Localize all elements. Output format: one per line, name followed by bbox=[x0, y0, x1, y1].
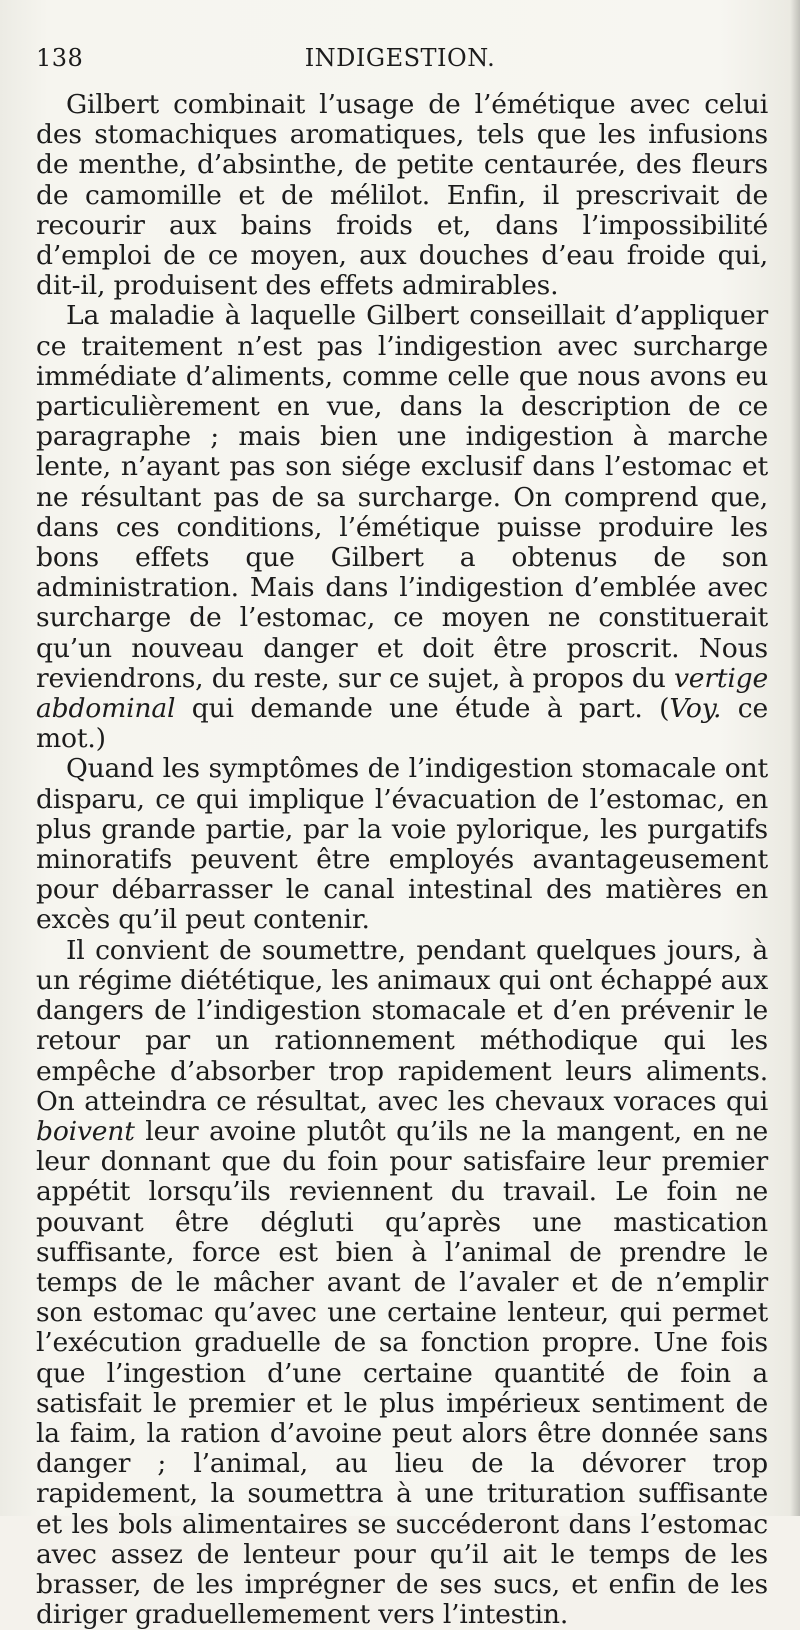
paragraph-4 bbox=[36, 936, 768, 1630]
page-header bbox=[36, 44, 764, 78]
paragraph-3-text: Quand les symptômes de l’indigestion stomacale ont disparu, ce qui implique l’évacuation de l’estomac, en plus grande partie, par la voie pylorique, les purgatifs minoratifs peuvent être employés avantageusement pour débarrasser le canal intestinal des matières en excès qu’il peut contenir. bbox=[36, 753, 768, 936]
paragraph-2-italic-term: vertige abdominal bbox=[36, 662, 768, 725]
paragraph-3 bbox=[36, 754, 768, 935]
paragraph-4-text-b: leur avoine plutôt qu’ils ne la mangent, en ne leur donnant que du foin pour satisfaire leur premier appétit lorsqu’ils reviennent du travail. Le foin ne pouvant être dégluti qu’après une mastication suffisante, force est bien à l’animal de prendre le temps de le mâcher avant de l’avaler et de n’emplir son estomac qu’avec une certaine lenteur, qui permet l’exécution graduelle de sa fonction propre. Une fois que l’ingestion d’une certaine quantité de foin a satisfait le premier et le plus impérieux sentiment de la faim, la ration d’avoine peut alors être donnée sans danger ; l’animal, au lieu de la dévorer trop rapidement, la soumettra à une trituration suffisante et les bols alimentaires se succéderont dans l’estomac avec assez de lenteur pour qu’il ait le temps de les brasser, de les imprégner de ses sucs, et enfin de les diriger graduellemement vers l’intestin. bbox=[36, 1115, 768, 1630]
paragraph-2-text-c: ce mot.) bbox=[36, 693, 768, 755]
body-text bbox=[36, 90, 768, 1630]
page-number: 138 bbox=[36, 44, 84, 72]
paragraph-4-text-a: Il convient de soumettre, pendant quelques jours, à un régime diététique, les animaux qui ont échappé aux dangers de l’indigestion stomacale et d’en prévenir le retour par un rationnement méthodique qui les empêche d’absorber trop rapidement leurs aliments. On atteindra ce résultat, avec les chevaux voraces qui bbox=[36, 934, 768, 1117]
running-title: INDIGESTION. bbox=[304, 44, 496, 72]
paragraph-4-italic-term: boivent bbox=[36, 1115, 135, 1147]
paragraph-2-italic-voy: Voy. bbox=[669, 693, 722, 725]
page-edge-shadow bbox=[790, 0, 800, 1516]
paragraph-2-text-b: qui demande une étude à part. ( bbox=[175, 693, 670, 725]
paragraph-1 bbox=[36, 90, 768, 301]
paragraph-1-text: Gilbert combinait l’usage de l’émétique avec celui des stomachiques aromatiques, tels que les infusions de menthe, d’absinthe, de petite centaurée, des fleurs de camomille et de mélilot. Enfin, il prescrivait de recourir aux bains froids et, dans l’impossibilité d’emploi de ce moyen, aux douches d’eau froide qui, dit-il, produisent des effets admirables. bbox=[36, 89, 768, 302]
paragraph-2 bbox=[36, 301, 768, 754]
paragraph-2-text-a: La maladie à laquelle Gilbert conseillait d’appliquer ce traitement n’est pas l’indigestion avec surcharge immédiate d’aliments, comme celle que nous avons eu particulièrement en vue, dans la description de ce paragraphe ; mais bien une indigestion à marche lente, n’ayant pas son siége exclusif dans l’estomac et ne résultant pas de sa surcharge. On comprend que, dans ces conditions, l’émétique puisse produire les bons effets que Gilbert a obtenus de son administration. Mais dans l’indigestion d’emblée avec surcharge de l’estomac, ce moyen ne constituerait qu’un nouveau danger et doit être proscrit. Nous reviendrons, du reste, sur ce sujet, à propos du bbox=[36, 300, 768, 694]
